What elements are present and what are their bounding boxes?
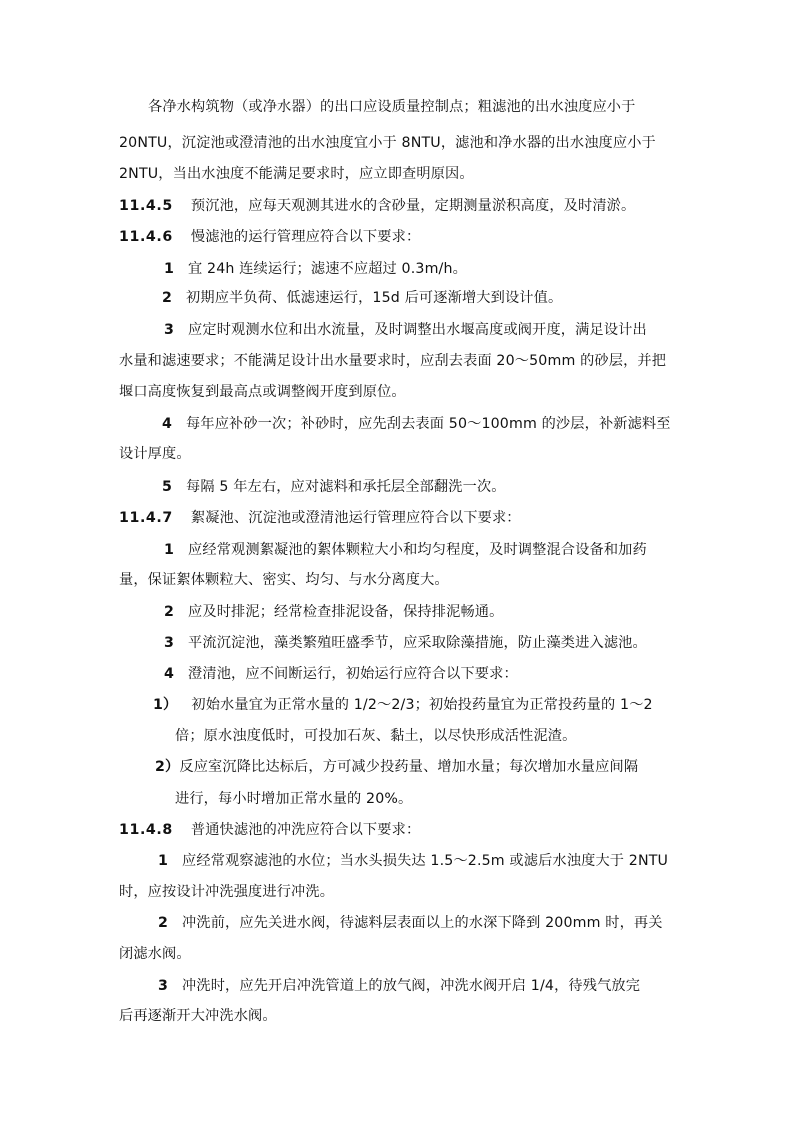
item-number: 2 — [164, 604, 175, 620]
list-item — [158, 851, 668, 871]
sub-item-number: 2） — [155, 759, 180, 775]
list-item — [158, 976, 640, 996]
section-text: 絮凝池、沉淀池或澄清池运行管理应符合以下要求： — [190, 510, 521, 526]
item-number: 4 — [164, 666, 175, 682]
item-text-continuation: 设计厚度。 — [119, 446, 191, 462]
item-number: 2 — [158, 915, 169, 931]
item-text: 每年应补砂一次；补砂时，应先刮去表面 50～100mm 的沙层，补新滤料至 — [186, 416, 671, 432]
section-number: 11.4.6 — [119, 229, 173, 245]
list-item — [164, 320, 647, 340]
item-text: 冲洗前，应先关进水阀，待滤料层表面以上的水深下降到 200mm 时，再关 — [182, 915, 663, 931]
item-text: 应经常观察滤池的水位；当水头损失达 1.5～2.5m 或滤后水浊度大于 2NTU — [182, 853, 669, 869]
item-number: 3 — [158, 978, 169, 994]
intro-line-1: 各净水构筑物（或净水器）的出口应设质量控制点；粗滤池的出水浊度应小于 — [148, 99, 636, 115]
item-text: 初期应半负荷、低滤速运行，15d 后可逐渐增大到设计值。 — [186, 290, 563, 306]
section-11-4-6 — [119, 227, 420, 247]
item-text-continuation: 水量和滤速要求；不能满足设计出水量要求时，应刮去表面 20～50mm 的砂层，并把 — [119, 353, 667, 369]
item-text-continuation: 后再逐渐开大冲洗水阀。 — [119, 1008, 277, 1024]
section-11-4-7 — [119, 508, 521, 528]
item-text: 冲洗时，应先开启冲洗管道上的放气阀，冲洗水阀开启 1/4，待残气放完 — [182, 978, 641, 994]
section-11-4-5 — [119, 196, 635, 216]
sub-item-number: 1） — [153, 697, 178, 713]
list-item — [164, 540, 647, 560]
list-item — [164, 664, 518, 684]
item-text: 宜 24h 连续运行；滤速不应超过 0.3m/h。 — [188, 261, 467, 277]
list-item — [162, 288, 562, 308]
item-text: 应及时排泥；经常检查排泥设备，保持排泥畅通。 — [188, 604, 504, 620]
item-text-continuation: 倍；原水浊度低时，可投加石灰、黏土，以尽快形成活性泥渣。 — [175, 728, 577, 744]
intro-line-2: 20NTU，沉淀池或澄清池的出水浊度宜小于 8NTU，滤池和净水器的出水浊度应小于 — [119, 135, 656, 151]
item-text-continuation: 进行，每小时增加正常水量的 20%。 — [175, 791, 413, 807]
item-text: 反应室沉降比达标后，方可减少投药量、增加水量；每次增加水量应间隔 — [179, 759, 639, 775]
list-item — [164, 602, 503, 622]
item-number: 1 — [158, 853, 169, 869]
list-item — [162, 414, 671, 434]
item-text: 平流沉淀池，藻类繁殖旺盛季节，应采取除藻措施，防止藻类进入滤池。 — [188, 635, 647, 651]
item-text-continuation: 堰口高度恢复到最高点或调整阀开度到原位。 — [119, 384, 406, 400]
item-number: 5 — [162, 479, 173, 495]
section-11-4-8 — [119, 820, 420, 840]
intro-line-3: 2NTU，当出水浊度不能满足要求时，应立即查明原因。 — [119, 166, 474, 182]
item-text-continuation: 量，保证絮体颗粒大、密实、均匀、与水分离度大。 — [119, 572, 449, 588]
item-text-continuation: 闭滤水阀。 — [119, 946, 191, 962]
item-text: 澄清池，应不间断运行，初始运行应符合以下要求： — [188, 666, 518, 682]
item-number: 4 — [162, 416, 173, 432]
item-number: 2 — [162, 290, 173, 306]
item-text: 应定时观测水位和出水流量，及时调整出水堰高度或阀开度，满足设计出 — [188, 322, 647, 338]
list-item — [164, 633, 647, 653]
list-item — [162, 477, 506, 497]
item-text-continuation: 时，应按设计冲洗强度进行冲洗。 — [119, 884, 335, 900]
item-text: 初始水量宜为正常水量的 1/2～2/3；初始投药量宜为正常投药量的 1～2 — [191, 697, 653, 713]
section-text: 普通快滤池的冲洗应符合以下要求： — [190, 822, 421, 838]
item-text: 每隔 5 年左右，应对滤料和承托层全部翻洗一次。 — [186, 479, 506, 495]
section-number: 11.4.5 — [119, 198, 173, 214]
item-text: 应经常观测絮凝池的絮体颗粒大小和均匀程度，及时调整混合设备和加药 — [188, 542, 647, 558]
item-number: 3 — [164, 322, 175, 338]
sub-item — [155, 757, 638, 777]
section-number: 11.4.8 — [119, 822, 173, 838]
sub-item — [153, 695, 653, 715]
section-text: 慢滤池的运行管理应符合以下要求： — [190, 229, 421, 245]
item-number: 1 — [164, 261, 175, 277]
section-number: 11.4.7 — [119, 510, 173, 526]
item-number: 3 — [164, 635, 175, 651]
list-item — [158, 913, 663, 933]
item-number: 1 — [164, 542, 175, 558]
list-item — [164, 259, 467, 279]
section-text: 预沉池，应每天观测其进水的含砂量，定期测量淤积高度，及时清淤。 — [190, 198, 636, 214]
